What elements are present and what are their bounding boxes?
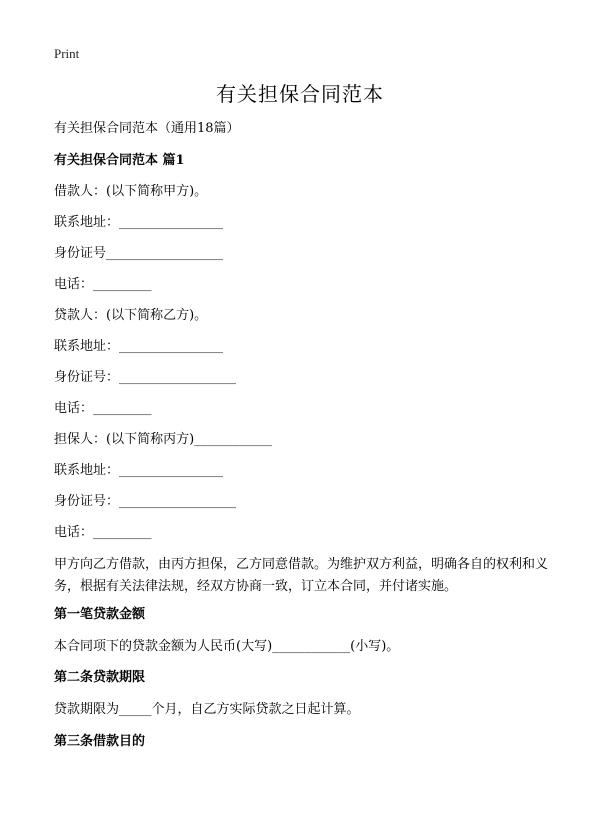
borrower-phone-line: 电话：_________	[54, 277, 152, 292]
lender-address-line: 联系地址：________________	[54, 339, 224, 354]
print-link[interactable]: Print	[54, 46, 80, 61]
section-heading: 有关担保合同范本 篇1	[54, 153, 185, 168]
document-title: 有关担保合同范本	[216, 82, 384, 106]
guarantor-line: 担保人：(以下简称丙方)____________	[54, 432, 273, 447]
borrower-address-line: 联系地址：________________	[54, 215, 224, 230]
intro-paragraph: 甲方向乙方借款，由丙方担保，乙方同意借款。为维护双方利益，明确各自的权利和义务，根据有关法律法规，经双方协商一致，订立本合同，并付诸实施。	[54, 557, 549, 594]
lender-line: 贷款人：(以下简称乙方)。	[54, 308, 208, 323]
article2-title: 第二条贷款期限	[54, 670, 146, 685]
article1-text: 本合同项下的贷款金额为人民币(大写)____________(小写)。	[54, 639, 400, 654]
guarantor-id-line: 身份证号：__________________	[54, 494, 237, 509]
lender-phone-line: 电话：_________	[54, 401, 152, 416]
guarantor-phone-line: 电话：_________	[54, 525, 152, 540]
article1-title: 第一笔贷款金额	[54, 607, 146, 622]
article3-title: 第三条借款目的	[54, 734, 146, 749]
guarantor-address-line: 联系地址：________________	[54, 463, 224, 478]
document-subtitle: 有关担保合同范本（通用18篇）	[54, 121, 240, 136]
borrower-line: 借款人：(以下简称甲方)。	[54, 184, 208, 199]
borrower-id-line: 身份证号__________________	[54, 246, 224, 261]
article2-text: 贷款期限为_____个月，自乙方实际贷款之日起计算。	[54, 702, 360, 717]
lender-id-line: 身份证号：__________________	[54, 370, 237, 385]
